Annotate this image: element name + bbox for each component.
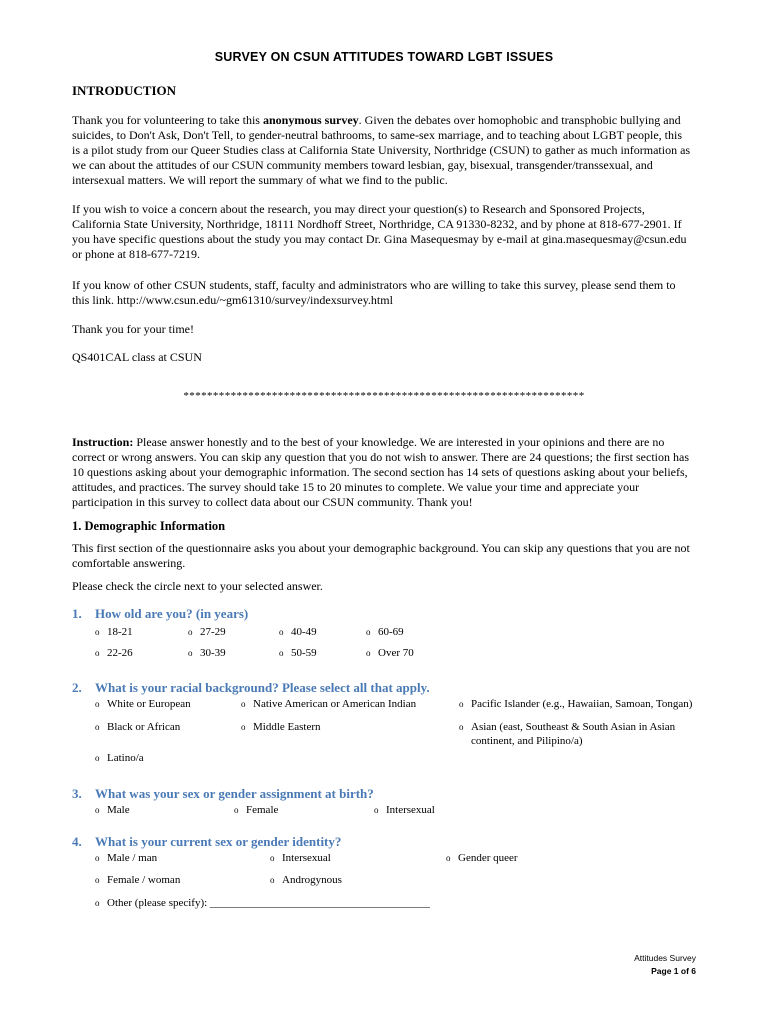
radio-circle-icon[interactable]: o [95,805,100,815]
radio-circle-icon[interactable]: o [446,853,451,863]
option-intersexual-birth[interactable] [374,803,435,817]
option-label: 50-59 [291,647,317,659]
option-gender-queer[interactable] [446,851,518,865]
option-30-39[interactable] [188,646,226,660]
footer-survey-name: Attitudes Survey [634,953,696,963]
question-text: What is your current sex or gender identity? [95,834,342,849]
instruction-text: Please answer honestly and to the best of your knowledge. We are interested in your opinions and there are no correct or wrong answers. You can skip any question that you do not wish to answer. There are 24 questions; the first section has 10 questions asking about your demographic information. The second section has 14 sets of questions asking about your beliefs, attitudes, and practices. The survey should take 15 to 20 minutes to complete. We value your time and appreciate your participation in this survey to collect data about our CSUN community. Thank you! [72,435,689,509]
option-intersexual-identity[interactable] [270,851,331,865]
option-label: Over 70 [378,647,414,659]
radio-circle-icon[interactable]: o [374,805,379,815]
option-androgynous[interactable] [270,873,342,887]
introduction-heading: INTRODUCTION [72,83,177,98]
section-1-description: This first section of the questionnaire asks you about your demographic background. You can skip any questions that you are not comfortable answering. [72,541,690,570]
question-2 [72,680,430,696]
radio-circle-icon[interactable]: o [270,853,275,863]
option-label: Intersexual [386,804,435,816]
option-22-26[interactable] [95,646,133,660]
checkbox-circle-icon[interactable]: o [241,722,246,732]
option-40-49[interactable] [279,625,317,639]
instruction-paragraph [72,435,692,510]
option-label: Gender queer [458,852,518,864]
question-text: What was your sex or gender assignment at birth? [95,786,374,801]
question-number: 3. [72,786,82,801]
check-instruction: Please check the circle next to your selected answer. [72,579,323,593]
option-over-70[interactable] [366,646,414,660]
instruction-label: Instruction: [72,435,134,449]
radio-circle-icon[interactable]: o [188,627,193,637]
option-other-specify[interactable] [95,896,430,910]
option-label: White or European [107,698,191,710]
option-female-birth[interactable] [234,803,278,817]
option-white[interactable] [95,697,191,711]
intro-paragraph-2: If you wish to voice a concern about the research, you may direct your question(s) to Research and Sponsored Projects, California State University, Northridge, 18111 Nordhoff Street, Northridge, CA 91330-8232, and by phone at 818-677-2901. If you have specific questions about the study you may contact Dr. Gina Masequesmay by e-mail at gina.masequesmay@csun.edu or phone at 818-677-7219. [72,202,687,261]
option-label: Male [107,804,130,816]
option-label: Pacific Islander (e.g., Hawaiian, Samoan, Tongan) [471,698,693,710]
option-label: Intersexual [282,852,331,864]
option-label: Female [246,804,279,816]
class-line: QS401CAL class at CSUN [72,350,202,364]
option-50-59[interactable] [279,646,317,660]
option-label: 18-21 [107,626,133,638]
option-pacific-islander[interactable] [459,697,709,711]
option-asian[interactable] [459,720,711,748]
option-label: Female / woman [107,874,181,886]
option-label: 30-39 [200,647,226,659]
intro-text-cont: . Given the debates over homophobic and transphobic bullying and suicides, to Don't Ask, Don't Tell, to gender-neutral bathrooms, to same-sex marriage, and to teaching about LGBT people, this is a pilot study from our Queer Studies class at California State University, Northridge (CSUN) to gather as much information as we can about the attitudes of our CSUN community members toward lesbian, gay, bisexual, transgender/transsexual, and intersexual matters. We will report the summary of what we find to the public. [72,113,691,187]
document-title: SURVEY ON CSUN ATTITUDES TOWARD LGBT ISSUES [214,50,554,64]
option-60-69[interactable] [366,625,404,639]
question-1 [72,606,248,622]
radio-circle-icon[interactable]: o [95,853,100,863]
page-footer [634,952,696,978]
question-number: 4. [72,834,82,849]
option-label: Asian (east, Southeast & South Asian in Asian continent, and Pilipino/a) [471,721,676,747]
radio-circle-icon[interactable]: o [270,875,275,885]
radio-circle-icon[interactable]: o [95,648,100,658]
option-label: Male / man [107,852,158,864]
radio-circle-icon[interactable]: o [188,648,193,658]
option-native-american[interactable] [241,697,416,711]
option-male-man[interactable] [95,851,157,865]
question-3 [72,786,374,802]
option-label: Middle Eastern [253,721,321,733]
question-number: 1. [72,606,82,621]
option-label: Latino/a [107,752,144,764]
radio-circle-icon[interactable]: o [279,627,284,637]
radio-circle-icon[interactable]: o [234,805,239,815]
intro-paragraph-3: If you know of other CSUN students, staff, faculty and administrators who are willing to take this survey, please send them to this link. http://www.csun.edu/~gm61310/survey/indexsurvey.html [72,278,676,307]
option-18-21[interactable] [95,625,133,639]
option-male-birth[interactable] [95,803,130,817]
option-27-29[interactable] [188,625,226,639]
radio-circle-icon[interactable]: o [95,898,100,908]
checkbox-circle-icon[interactable]: o [459,699,464,709]
radio-circle-icon[interactable]: o [95,627,100,637]
radio-circle-icon[interactable]: o [279,648,284,658]
option-black[interactable] [95,720,180,734]
question-4 [72,834,341,850]
option-label: 60-69 [378,626,404,638]
thank-you-line: Thank you for your time! [72,322,194,336]
intro-text: Thank you for volunteering to take this [72,113,263,127]
separator-stars: ******************************************************************** [183,390,585,402]
option-latino[interactable] [95,751,144,765]
option-female-woman[interactable] [95,873,180,887]
checkbox-circle-icon[interactable]: o [241,699,246,709]
option-label: Other (please specify): ________________________________________ [107,897,430,909]
question-text: What is your racial background? Please select all that apply. [95,680,430,695]
intro-paragraph-1 [72,113,692,188]
option-label: 27-29 [200,626,226,638]
radio-circle-icon[interactable]: o [366,648,371,658]
checkbox-circle-icon[interactable]: o [95,699,100,709]
option-label: 40-49 [291,626,317,638]
checkbox-circle-icon[interactable]: o [95,722,100,732]
option-label: Black or African [107,721,181,733]
checkbox-circle-icon[interactable]: o [95,753,100,763]
radio-circle-icon[interactable]: o [95,875,100,885]
checkbox-circle-icon[interactable]: o [459,722,464,732]
option-label: Native American or American Indian [253,698,417,710]
option-label: 22-26 [107,647,133,659]
radio-circle-icon[interactable]: o [366,627,371,637]
footer-page-number: Page 1 of 6 [651,966,696,976]
anonymous-survey-emphasis: anonymous survey [262,113,359,127]
question-number: 2. [72,680,82,695]
option-middle-eastern[interactable] [241,720,321,734]
option-label: Androgynous [282,874,342,886]
question-text: How old are you? (in years) [95,606,249,621]
section-1-heading: 1. Demographic Information [72,519,226,533]
